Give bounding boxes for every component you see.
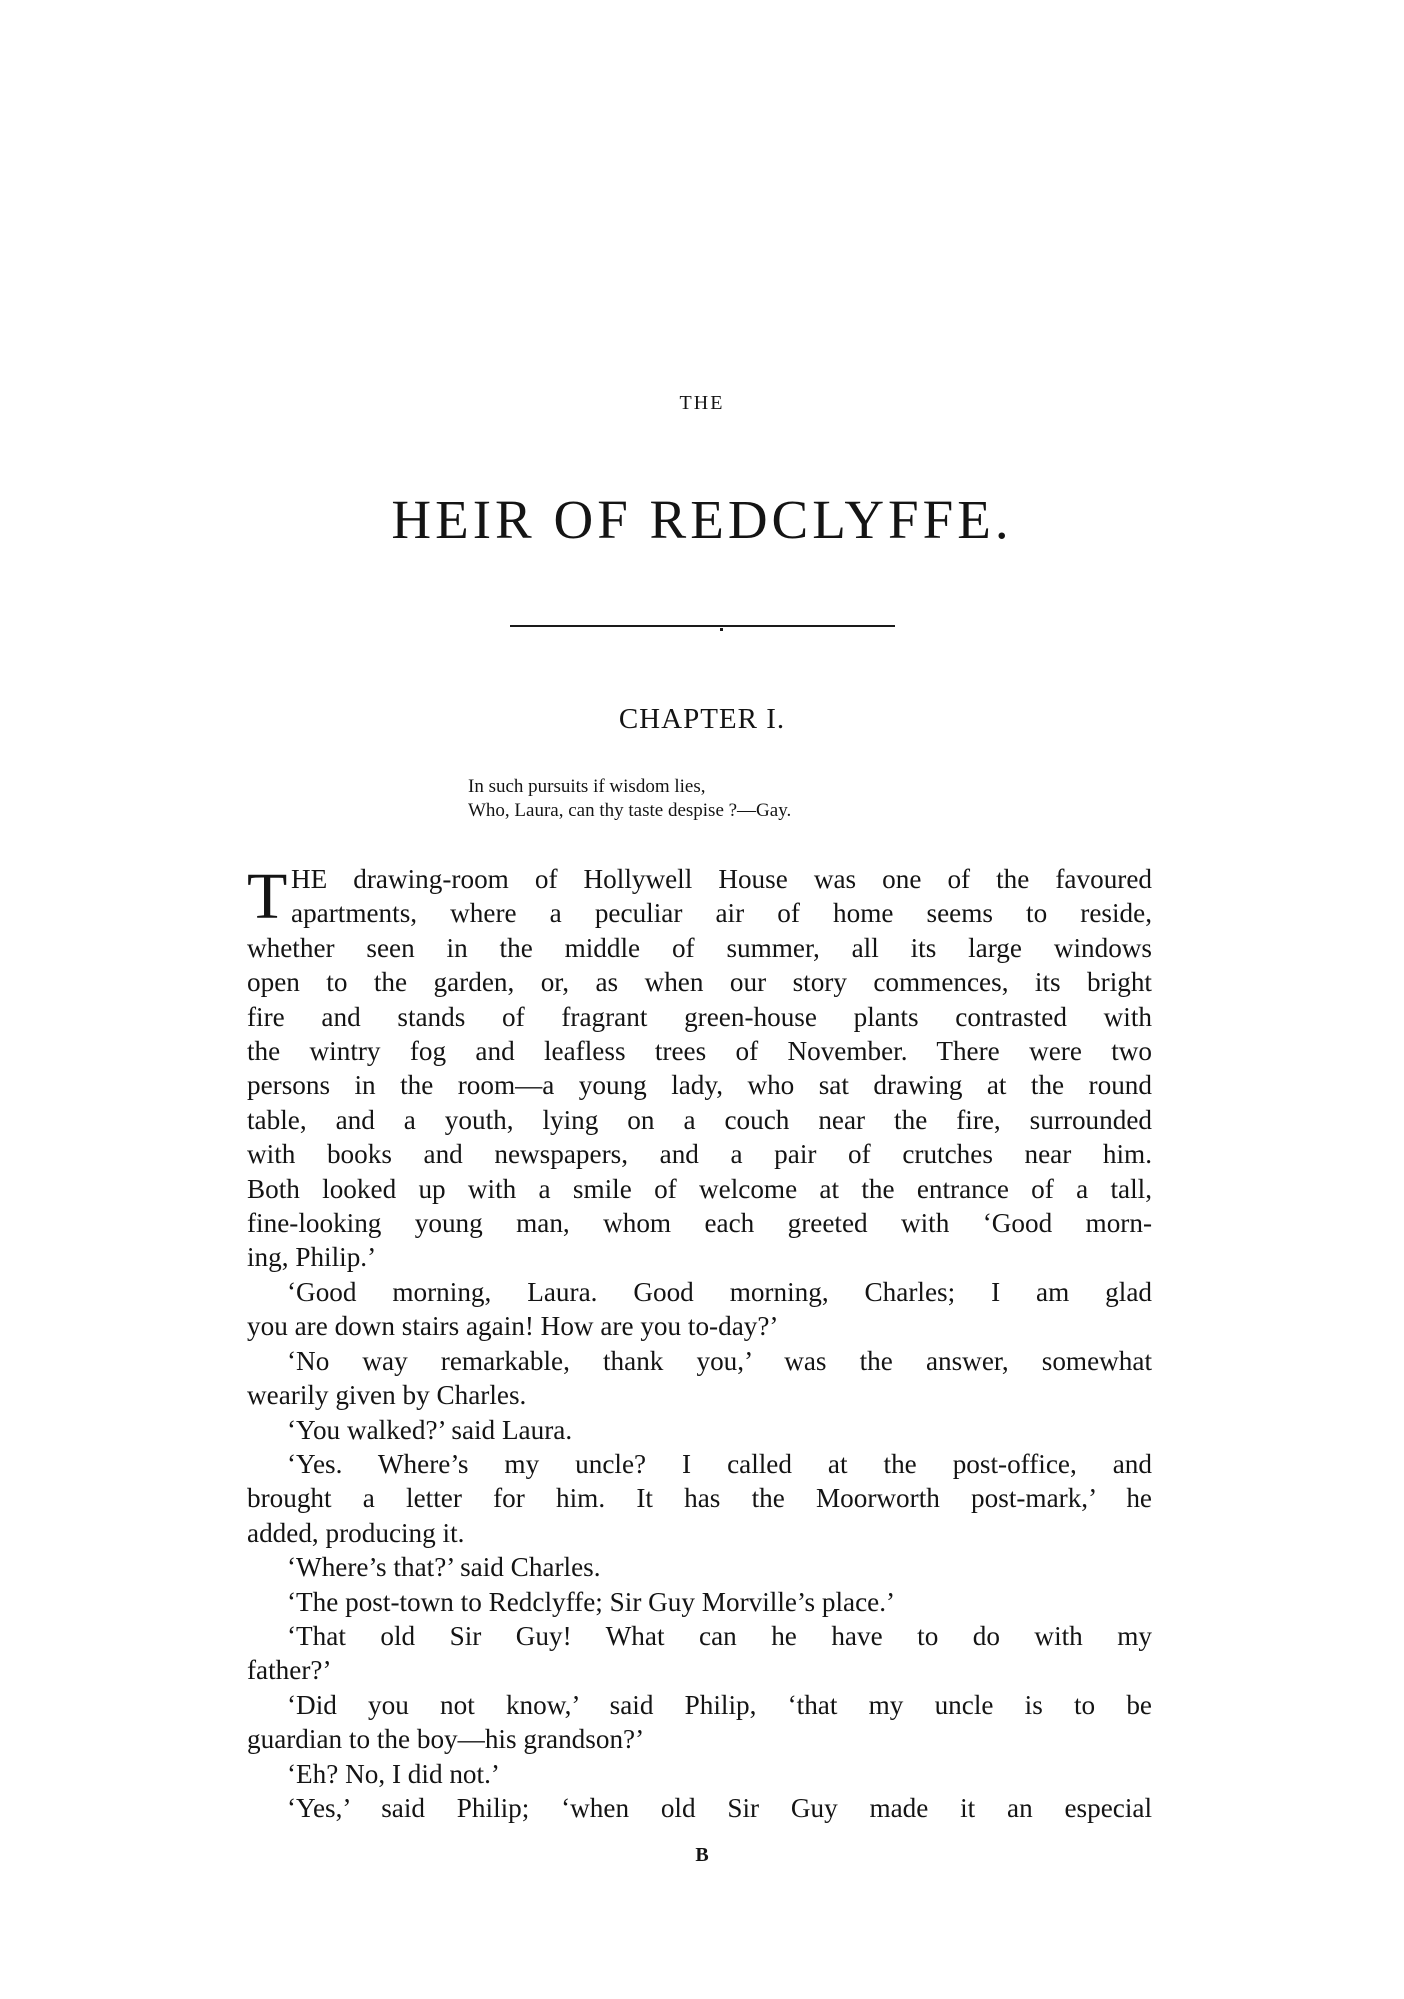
chapter-heading: CHAPTER I.: [618, 703, 786, 735]
title-article: THE: [679, 392, 725, 414]
text-line: whether seen in the middle of summer, all its large windows: [247, 932, 1152, 963]
text-line: ‘That old Sir Guy! What can he have to do with my: [287, 1620, 1152, 1651]
text-line: open to the garden, or, as when our story commences, its bright: [247, 967, 1152, 998]
signature-mark: B: [695, 1844, 709, 1866]
text-line: ‘Where’s that?’ said Charles.: [287, 1552, 601, 1583]
text-line: Both looked up with a smile of welcome at the entrance of a tall,: [247, 1173, 1152, 1204]
text-line: with books and newspapers, and a pair of crutches near him.: [247, 1139, 1152, 1170]
text-line: guardian to the boy—his grandson?’: [247, 1724, 645, 1755]
text-line: father?’: [247, 1655, 332, 1686]
text-line: fire and stands of fragrant green-house plants contrasted with: [247, 1001, 1152, 1032]
epigraph-line: Who, Laura, can thy taste despise ?—Gay.: [468, 800, 792, 821]
text-line: ‘Yes. Where’s my uncle? I called at the post-office, and: [287, 1448, 1152, 1479]
text-line: fine-looking young man, whom each greeted with ‘Good morn-: [247, 1208, 1152, 1239]
text-line: brought a letter for him. It has the Moorworth post-mark,’ he: [247, 1483, 1152, 1514]
text-line: ‘The post-town to Redclyffe; Sir Guy Morville’s place.’: [287, 1586, 896, 1617]
text-line: added, producing it.: [247, 1517, 465, 1548]
title-rule: [510, 625, 895, 627]
title-rule-ornament: [720, 628, 723, 631]
text-line: ‘Eh? No, I did not.’: [287, 1758, 500, 1789]
text-line: ‘Did you not know,’ said Philip, ‘that my uncle is to be: [287, 1689, 1152, 1720]
drop-cap: T: [247, 860, 288, 933]
chapter-text: [247, 862, 1152, 1825]
text-line: ‘No way remarkable, thank you,’ was the answer, somewhat: [287, 1345, 1152, 1376]
text-line: ‘Yes,’ said Philip; ‘when old Sir Guy made it an especial: [287, 1792, 1152, 1823]
book-title: HEIR OF REDCLYFFE.: [391, 489, 1013, 550]
text-line: table, and a youth, lying on a couch near the fire, surrounded: [247, 1104, 1152, 1135]
opening-paragraph-start: [247, 862, 1152, 931]
epigraph-line: In such pursuits if wisdom lies,: [468, 776, 706, 797]
text-line: apartments, where a peculiar air of home seems to reside,: [291, 898, 1152, 929]
text-line: wearily given by Charles.: [247, 1380, 527, 1411]
epigraph: [468, 775, 1028, 823]
text-line: persons in the room—a young lady, who sat drawing at the round: [247, 1070, 1152, 1101]
text-line: ‘You walked?’ said Laura.: [287, 1414, 573, 1445]
text-line: ‘Good morning, Laura. Good morning, Charles; I am glad: [287, 1276, 1152, 1307]
text-line: HE drawing-room of Hollywell House was one of the favoured: [291, 864, 1152, 894]
text-line: the wintry fog and leafless trees of November. There were two: [247, 1036, 1152, 1067]
text-line: you are down stairs again! How are you to-day?’: [247, 1311, 779, 1342]
text-line: ing, Philip.’: [247, 1242, 377, 1273]
